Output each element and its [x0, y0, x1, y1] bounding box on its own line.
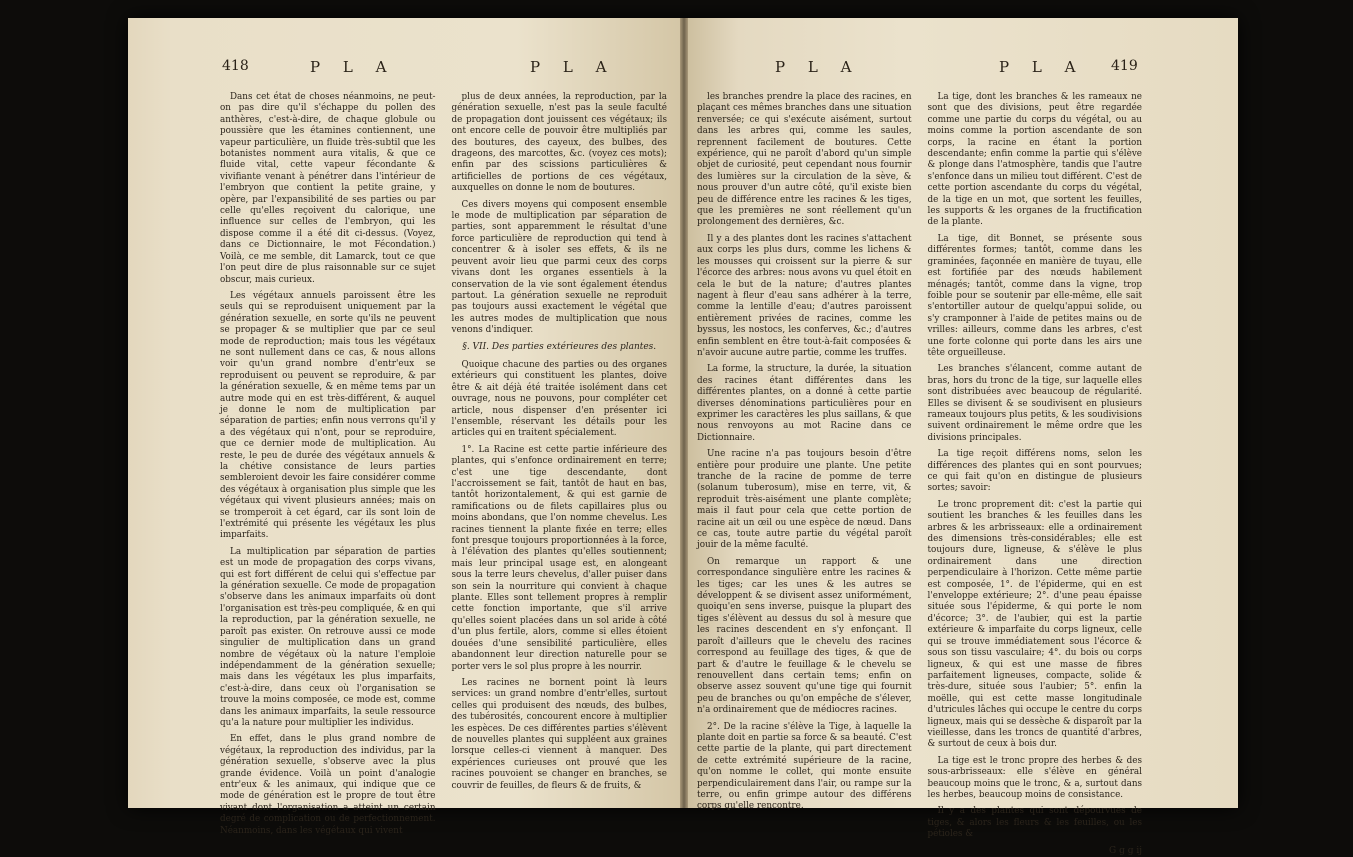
paragraph: 1°. La Racine est cette partie inférieure des plantes, qui s'enfonce ordinairement en terre; c'est une tige descendante, dont l'accroissement se fait, tantôt de haut en bas, tantôt horizontalement, & qui est garnie de ramifications ou de filets capillaires plus ou moins abondans, que l'on nomme chevelus. Les racines tiennent la plante fixée en terre; elles font presque toujours proportionnées à la force, à l'élévation des plantes qu'elles soutiennent; mais leur principal usage est, en alongeant sous la terre leurs chevelus, d'aller puiser dans son sein la nourriture qui convient à chaque plante. Elles sont tellement propres à remplir cette fonction importante, que s'il arrive qu'elles soient placées dans un sol aride à côté d'un plus fertile, alors, comme si elles étoient douées d'une sensibilité particulière, elles abandonnent leur direction naturelle pour se porter vers le sol plus propre à les nourrir.	[451, 444, 667, 672]
paragraph: 2°. De la racine s'élève la Tige, à laquelle la plante doit en partie sa force & sa beauté. C'est cette partie de la plante, qui part directement de cette extrémité supérieure de la racine, qu'on nomme le collet, qui monte ensuite perpendiculairement dans l'air, ou rampe sur la terre, ou enfin grimpe autour des différens corps qu'elle rencontre.	[697, 721, 912, 812]
page-number: 419	[1111, 58, 1138, 74]
paragraph: Quoique chacune des parties ou des organes extérieurs qui constituent les plantes, doive être & ait déjà été traitée isolément dans cet ouvrage, nous ne pouvons, pour compléter cet article, nous dispenser d'en présenter ici l'ensemble, réservant les détails pour les articles qui en traitent spécialement.	[451, 359, 667, 439]
running-head: P L A	[530, 58, 616, 76]
paragraph: Il y a des plantes dont les racines s'attachent aux corps les plus durs, comme les lichens & les mousses qui croissent sur la pierre & sur l'écorce des arbres: nous avons vu quel étoit en cela le but de la nature; d'autres plantes nagent à fleur d'eau sans adhérer à la terre, comme la lentille d'eau; d'autres paroissent entièrement privées de racines, comme les byssus, les nostocs, les conferves, &c.; d'autres enfin semblent en être tout-à-fait composées & n'avoir aucune autre partie, comme les truffes.	[697, 233, 912, 358]
paragraph: La tige, dont les branches & les rameaux ne sont que des divisions, peut être regardée comme une partie du corps du végétal, ou au moins comme la portion ascendante de son corps, la racine en étant la portion descendante; enfin comme la partie qui s'élève & plonge dans l'atmosphère, tandis que l'autre s'enfonce dans un milieu tout différent. C'est de cette portion ascendante du corps du végétal, de la tige en un mot, que sortent les feuilles, les supports & les organes de la fructification de la plante.	[927, 92, 1142, 228]
right-page-header	[683, 58, 1238, 82]
paragraph: Les branches s'élancent, comme autant de bras, hors du tronc de la tige, sur laquelle elles sont distribuées avec beaucoup de régularité. Elles se divisent & se soudivisent en plusieurs rameaux toujours plus petits, & les soudivisions suivent ordinairement le même ordre que les divisions principales.	[927, 364, 1142, 443]
paragraph: La tige est le tronc propre des herbes & des sous-arbrisseaux: elle s'élève en général beaucoup moins que le tronc, & a, surtout dans les herbes, beaucoup moins de consistance.	[927, 755, 1142, 800]
paragraph: plus de deux années, la reproduction, par la génération sexuelle, n'est pas la seule faculté de propagation dont jouissent ces végétaux; ils ont encore celle de pouvoir être multipliés par des boutures, des cayeux, des bulbes, des drageons, des marcottes, &c. (voyez ces mots); enfin par des scissions particulières & artificielles de portions de ces végétaux, auxquelles on donne le nom de boutures.	[451, 92, 667, 194]
paragraph: La tige reçoit différens noms, selon les différences des plantes qui en sont pourvues; ce qui fait qu'on en distingue de plusieurs sortes; savoir:	[927, 449, 1142, 494]
paragraph: En effet, dans le plus grand nombre de végétaux, la reproduction des individus, par la génération sexuelle, s'observe avec la plus grande évidence. Voilà un point d'analogie entr'eux & les animaux, qui indique que ce mode de génération est le propre de tout être vivant dont l'organisation a atteint un certain degré de complication ou de perfectionnement. Néanmoins, dans les végétaux qui vivent	[220, 734, 436, 836]
running-head: P L A	[999, 58, 1085, 76]
signature-mark: G g g ij	[1109, 845, 1142, 856]
paragraph: La tige, dit Bonnet, se présente sous différentes formes; tantôt, comme dans les graminées, façonnée en manière de tuyau, elle est fortifiée par des nœuds habilement ménagés; tantôt, comme dans la vigne, trop foible pour se soutenir par elle-même, elle sait s'entortiller autour de quelqu'appui solide, ou s'y cramponner à l'aide de petites mains ou de vrilles: ailleurs, comme dans les arbres, c'est une forte colonne qui porte dans les airs une tête orgueilleuse.	[927, 233, 1142, 358]
page-number: 418	[222, 58, 249, 74]
paragraph: On remarque un rapport & une correspondance singulière entre les racines & les tiges; car les unes & les autres se développent & se divisent assez uniformément, quoiqu'en sens inverse, puisque la plupart des tiges s'élèvent au dessus du sol à mesure que les racines descendent en s'y enfonçant. Il paroît d'ailleurs que le chevelu des racines correspond au feuillage des tiges, & que de part & d'autre le feuillage & le chevelu se renouvellent dans certain tems; enfin on observe assez souvent qu'une tige qui fournit peu de branches ou qu'on empêche de s'élever, n'a ordinairement que de médiocres racines.	[697, 556, 912, 716]
book-gutter	[680, 18, 688, 808]
paragraph: La forme, la structure, la durée, la situation des racines étant différentes dans les différentes plantes, on a donné à cette partie diverses dénominations particulières pour en exprimer les caractères les plus saillans, & que nous renvoyons au mot Racine dans ce Dictionnaire.	[697, 364, 912, 443]
book-spread	[128, 18, 1238, 856]
paragraph: Les végétaux annuels paroissent être les seuls qui se reproduisent uniquement par la génération sexuelle, en sorte qu'ils ne peuvent se propager & se multiplier que par ce seul mode de reproduction; mais tous les végétaux ne sont nullement dans ce cas, & nous allons voir qu'un grand nombre d'entr'eux se reproduisent ou peuvent se reproduire, & par la génération sexuelle, & en même tems par un autre mode qui en est très-différent, & auquel je donne le nom de multiplication par séparation de parties; enfin nous verrons qu'il y a des végétaux qui n'ont, pour se reproduire, que ce dernier mode de multiplication. Au reste, le peu de durée des végétaux annuels & la chétive consistance de leurs parties sembleroient devoir les faire considérer comme des végétaux à organisation plus simple que les végétaux qui vivent plusieurs années; mais on se tromperoit à cet égard, car ils sont loin de l'extrémité qui présente les végétaux les plus imparfaits.	[220, 290, 436, 541]
text-column	[220, 92, 436, 836]
paragraph: Ces divers moyens qui composent ensemble le mode de multiplication par séparation de parties, sont apparemment le résultat d'une force particulière de reproduction qui tend à concentrer & à isoler ses effets, & ils ne peuvent avoir lieu que parmi ceux des corps vivans dont les organes essentiels à la conservation de la vie sont également étendus partout. La génération sexuelle ne reproduit pas toujours aussi exactement le végétal que les autres modes de multiplication que nous venons d'indiquer.	[451, 199, 667, 336]
left-page	[128, 18, 683, 836]
paragraph: Une racine n'a pas toujours besoin d'être entière pour produire une plante. Une petite tranche de la racine de pomme de terre (solanum tuberosum), mise en terre, vit, & reproduit très-aisément une plante complète; mais il faut pour cela que cette portion de racine ait un œil ou une espèce de nœud. Dans ce cas, toute autre partie du végétal paroît jouir de la même faculté.	[697, 449, 912, 551]
section-heading: §. VII. Des parties extérieures des plantes.	[462, 341, 657, 352]
paragraph: La multiplication par séparation de parties est un mode de propagation des corps vivans, qui est fort différent de celui qui s'effectue par la génération sexuelle. Ce mode de propagation s'observe dans les animaux imparfaits où dont l'organisation est très-peu compliquée, & en qui la reproduction, par la génération sexuelle, ne paroît pas exister. On retrouve aussi ce mode singulier de multiplication dans un grand nombre de végétaux où la nature l'emploie indépendamment de la génération sexuelle; mais dans les végétaux les plus imparfaits, c'est-à-dire, dans ceux où l'organisation se trouve la moins composée, ce mode est, comme dans les animaux imparfaits, la seule ressource qu'a la nature pour multiplier les individus.	[220, 546, 436, 728]
text-column	[697, 92, 912, 812]
running-head: P L A	[775, 58, 861, 76]
text-column	[927, 92, 1143, 856]
paragraph: Dans cet état de choses néanmoins, ne peut-on pas dire qu'il s'échappe du pollen des anthères, c'est-à-dire, de chaque globule ou poussière que les étamines contiennent, une vapeur particulière, un fluide très-subtil que les botanistes nomment aura vitalis, & que ce fluide vital, cette vapeur fécondante & vivifiante venant à pénétrer dans l'intérieur de l'embryon que contient la petite graine, y opère, par l'expansibilité de ses parties ou par celle qu'elles reçoivent du calorique, une influence sur celles de l'embryon, qui les dispose comme il a été dit ci-dessus. (Voyez, dans ce Dictionnaire, le mot Fécondation.) Voilà, ce me semble, dit Lamarck, tout ce que l'on peut dire de plus raisonnable sur ce sujet obscur, mais curieux.	[220, 92, 436, 285]
text-column	[452, 92, 668, 792]
paragraph: les branches prendre la place des racines, en plaçant ces mêmes branches dans une situation renversée; ce qui s'exécute aisément, surtout dans les arbres qui, comme les saules, reprennent facilement de boutures. Cette expérience, qui ne paroît d'abord qu'un simple objet de curiosité, peut cependant nous fournir des lumières sur la circulation de la sève, & nous prouver d'un autre côté, qu'il existe bien peu de différence entre les racines & les tiges, que les premières ne sont réellement qu'un prolongement des dernières, &c.	[697, 92, 912, 228]
running-head: P L A	[310, 58, 396, 76]
left-page-header	[128, 58, 683, 82]
paragraph: Le tronc proprement dit: c'est la partie qui soutient les branches & les feuilles dans les arbres & les arbrisseaux: elle a ordinairement des dimensions très-considérables; elle est toujours dure, ligneuse, & s'élève le plus ordinairement dans une direction perpendiculaire à l'horizon. Cette même partie est composée, 1°. de l'épiderme, qui en est l'enveloppe extérieure; 2°. d'une peau épaisse située sous l'épiderme, & qui porte le nom d'écorce; 3°. de l'aubier, qui est la partie extérieure & imparfaite du corps ligneux, celle qui se trouve immédiatement sous l'écorce & sous son tissu vasculaire; 4°. du bois ou corps ligneux, & qui est une masse de fibres parfaitement ligneuses, compacte, solide & très-dure, située sous l'aubier; 5°. enfin la moëlle, qui est cette masse longitudinale d'utricules lâches qui occupe le centre du corps ligneux, mais qui se dessèche & disparoît par la vieillesse, dans les troncs de quantité d'arbres, & surtout de ceux à bois dur.	[927, 499, 1142, 750]
paragraph: Il y a des plantes qui sont dépourvues de tiges, & alors les fleurs & les feuilles, ou les pétioles &	[927, 806, 1142, 840]
right-page	[683, 18, 1238, 856]
paragraph: Les racines ne bornent point là leurs services: un grand nombre d'entr'elles, surtout celles qui produisent des nœuds, des bulbes, des tubérosités, concourent encore à multiplier les espèces. De ces différentes parties s'élèvent de nouvelles plantes qui suppléent aux graines lorsque celles-ci viennent à manquer. Des expériences curieuses ont prouvé que les racines pouvoient se changer en branches, se couvrir de feuilles, de fleurs & de fruits, &	[451, 677, 667, 791]
